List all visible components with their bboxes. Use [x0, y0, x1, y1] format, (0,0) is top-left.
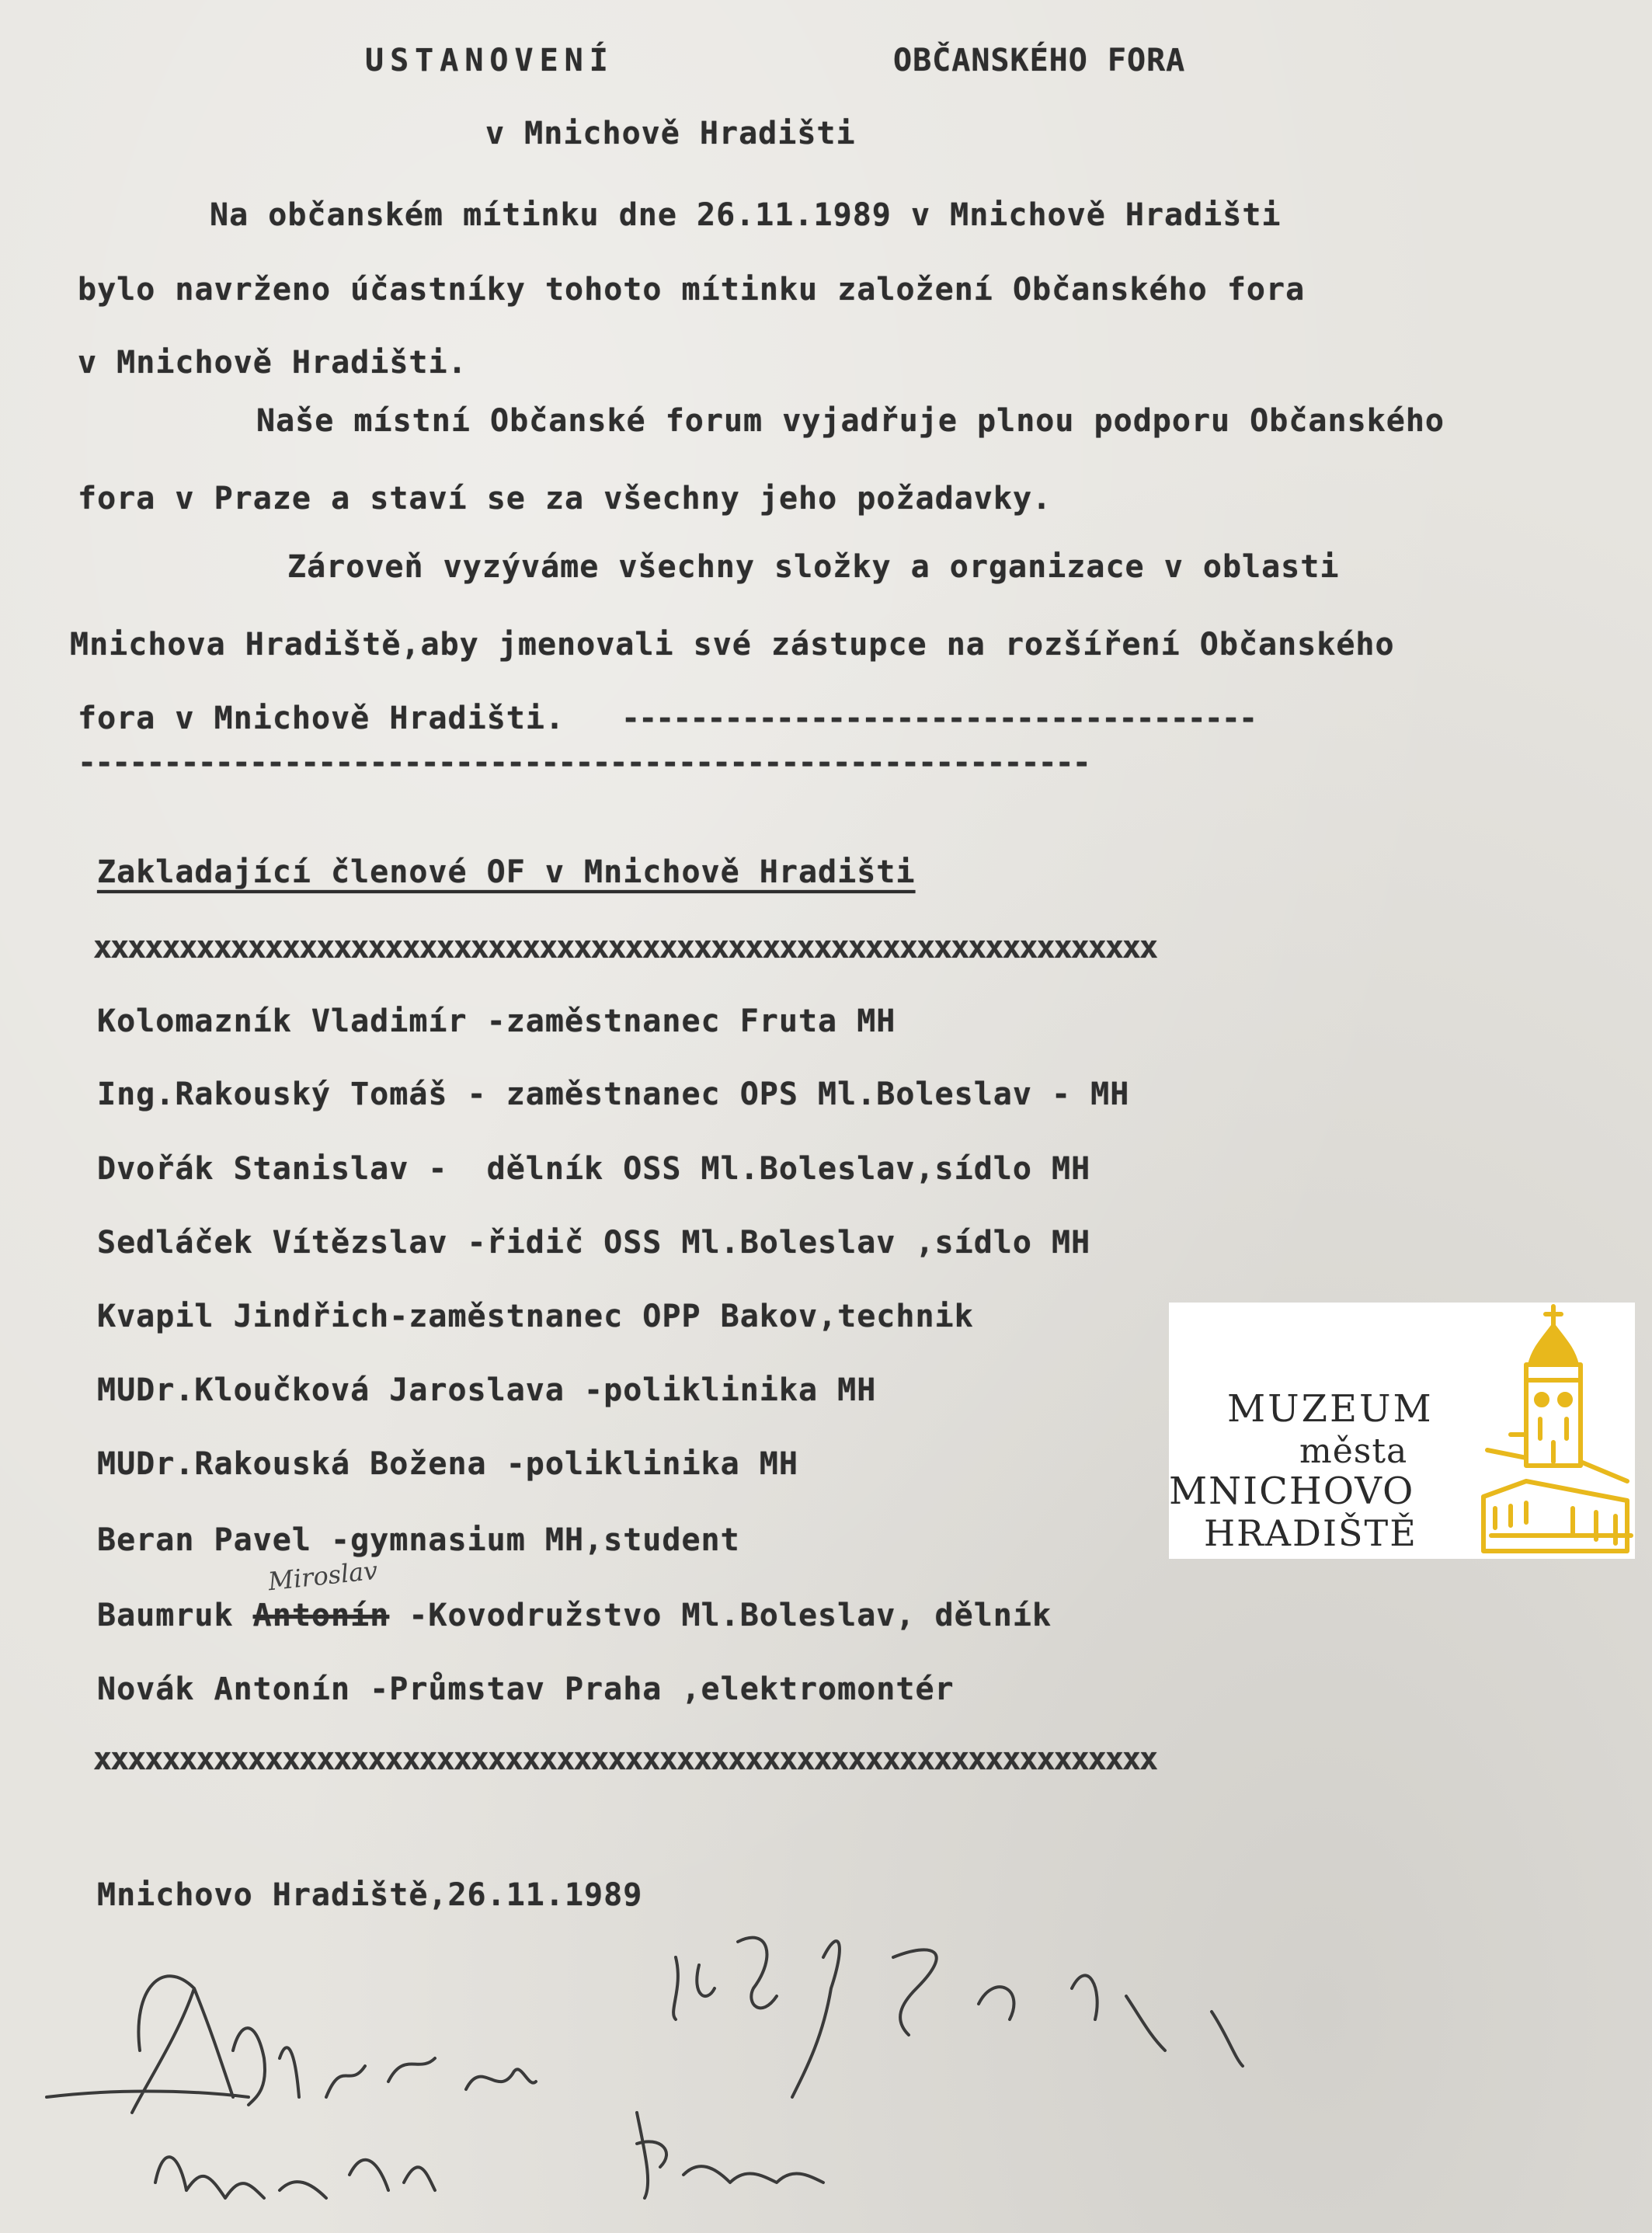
dash-rule-1: -------------------------------------: [621, 703, 1257, 734]
museum-logo: [1169, 1303, 1635, 1559]
member-6: MUDr.Kloučková Jaroslava -poliklinika MH: [97, 1372, 877, 1408]
x-rule-top: xxxxxxxxxxxxxxxxxxxxxxxxxxxxxxxxxxxxxxxxxxxxxxxxxxxxxxxxxxxxxx: [93, 932, 1157, 963]
body-line-2: bylo navrženo účastníky tohoto mítinku založení Občanského fora: [78, 272, 1306, 308]
document-title-part2: OBČANSKÉHO FORA: [893, 43, 1186, 78]
members-heading: Zakladající členové OF v Mnichově Hradišti: [97, 854, 916, 890]
member-4: Sedláček Vítězslav -řidič OSS Ml.Boleslav ,sídlo MH: [97, 1225, 1091, 1261]
logo-line-3: MNICHOVO: [1169, 1470, 1415, 1513]
signature-4: [155, 2157, 435, 2198]
dash-rule-2: -----------------------------------------------------------: [78, 747, 1090, 778]
document-subtitle: v Mnichově Hradišti: [485, 116, 856, 151]
signature-3: [673, 1938, 1243, 2097]
logo-line-1: MUZEUM: [1227, 1387, 1434, 1431]
signature-2: [326, 2058, 536, 2097]
member-1: Kolomazník Vladimír -zaměstnanec Fruta MH: [97, 1003, 896, 1039]
member-8: Beran Pavel -gymnasium MH,student: [97, 1522, 740, 1558]
body-line-5: fora v Praze a staví se za všechny jeho požadavky.: [78, 481, 1052, 517]
place-date: Mnichovo Hradiště,26.11.1989: [97, 1877, 643, 1913]
member-2: Ing.Rakouský Tomáš - zaměstnanec OPS Ml.Boleslav - MH: [97, 1077, 1130, 1112]
body-line-4: Naše místní Občanské forum vyjadřuje plnou podporu Občanského: [256, 403, 1445, 439]
member-9-surname: Baumruk: [97, 1598, 253, 1633]
member-5: Kvapil Jindřich-zaměstnanec OPP Bakov,technik: [97, 1299, 974, 1334]
body-line-8: fora v Mnichově Hradišti.: [78, 701, 565, 736]
member-10: Novák Antonín -Průmstav Praha ,elektromontér: [97, 1671, 955, 1707]
member-9-struck-name: Antonín: [252, 1598, 390, 1633]
handwritten-correction: Miroslav: [266, 1555, 379, 1597]
body-line-1: Na občanském mítinku dne 26.11.1989 v Mnichově Hradišti: [210, 197, 1282, 233]
signature-5: [637, 2113, 823, 2198]
tower-icon: [1480, 1303, 1635, 1559]
signature-1: [47, 1976, 299, 2113]
body-line-7: Mnichova Hradiště,aby jmenovali své zástupce na rozšíření Občanského: [70, 627, 1395, 663]
body-line-6: Zároveň vyzýváme všechny složky a organizace v oblasti: [287, 549, 1340, 585]
member-7: MUDr.Rakouská Božena -poliklinika MH: [97, 1446, 798, 1482]
member-9-rest: -Kovodružstvo Ml.Boleslav, dělník: [389, 1598, 1052, 1633]
logo-line-2: města: [1299, 1431, 1408, 1471]
body-line-3: v Mnichově Hradišti.: [78, 345, 468, 381]
logo-line-4: HRADIŠTĚ: [1204, 1512, 1417, 1554]
document-title-part1: USTANOVENÍ: [365, 43, 614, 78]
member-3: Dvořák Stanislav - dělník OSS Ml.Boleslav,sídlo MH: [97, 1151, 1091, 1187]
x-rule-bottom: xxxxxxxxxxxxxxxxxxxxxxxxxxxxxxxxxxxxxxxxxxxxxxxxxxxxxxxxxxxxxx: [93, 1744, 1157, 1775]
